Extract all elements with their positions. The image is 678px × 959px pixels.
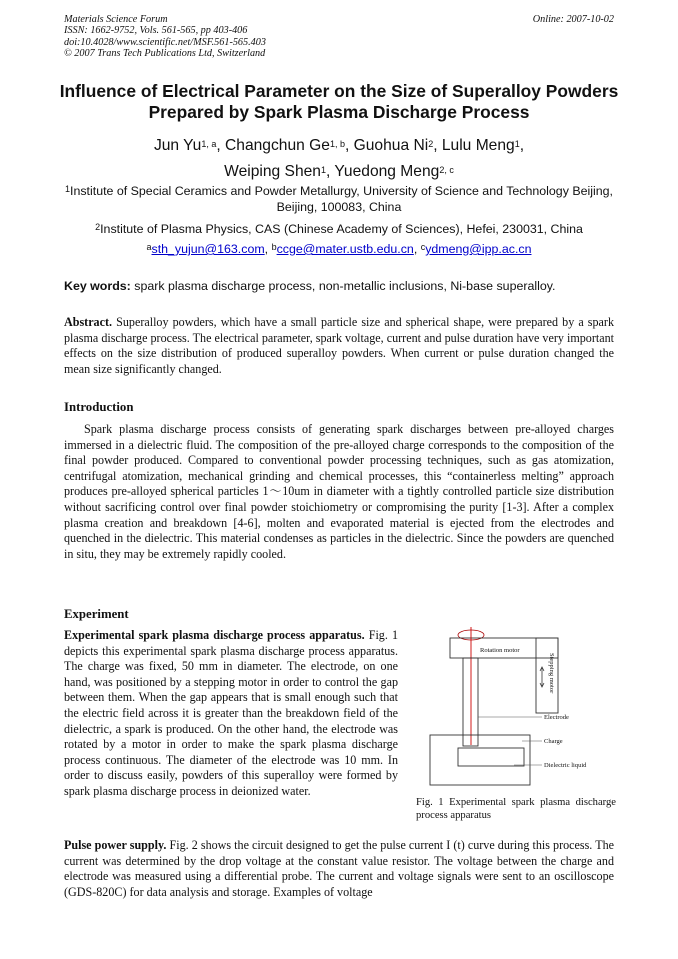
charge-block (458, 748, 524, 766)
affiliation-1 (60, 183, 618, 215)
affiliation-text: Institute of Plasma Physics, CAS (Chinese Academy of Sciences), Hefei, 230031, China (100, 222, 583, 236)
figure-1-caption: Fig. 1 Experimental spark plasma discharge process apparatus (416, 797, 616, 821)
issn-line: ISSN: 1662-9752, Vols. 561-565, pp 403-406 (64, 25, 248, 37)
apparatus-paragraph (64, 628, 398, 800)
journal-header (64, 14, 614, 59)
title-line-1: Influence of Electrical Parameter on the Size of Superalloy Powders (59, 81, 619, 101)
abstract-text: Superalloy powders, which have a small particle size and spherical shape, were prepared by a spark plasma discharge process. The electrical parameter, spark voltage, current and pulse duration have very important effects on the size distribution of produced superalloy powders. When current or pulse duration changed the mean size significantly changed. (64, 315, 614, 376)
electrode-rod (463, 658, 478, 746)
label-charge: Charge (544, 738, 563, 745)
author-sup: 2 (428, 138, 434, 149)
abstract (64, 315, 614, 377)
author-sup: 1, a (201, 138, 217, 149)
dielectric-container (430, 735, 530, 785)
doi-line: doi:10.4028/www.scientific.net/MSF.561-565.403 (64, 36, 266, 48)
author-sup: 1 (514, 138, 520, 149)
author-sup: 2, c (439, 164, 454, 175)
author-name: Weiping Shen (224, 163, 321, 180)
label-stepping-motor: Stepping motor (548, 653, 555, 694)
figure-1-apparatus-diagram (414, 625, 618, 825)
online-date: Online: 2007-10-02 (532, 14, 614, 25)
experiment-heading: Experiment (64, 607, 129, 621)
label-rotation-motor: Rotation motor (480, 647, 520, 654)
author-name: Lulu Meng (441, 137, 515, 154)
pulse-power-text: Fig. 2 shows the circuit designed to get the pulse current I (t) curve during this process. The current was determined by the drop voltage at the constant value resistor. The voltage between the charge and electrode was measured using a differential probe. The current and voltage signals were sent to an oscilloscope (GDS-820C) for data analysis and storage. Examples of voltage (64, 838, 614, 899)
affiliation-sup: 2 (95, 221, 101, 232)
title-line-2: Prepared by Spark Plasma Discharge Process (148, 101, 530, 122)
author-sup: 1 (320, 164, 326, 175)
email-sup: b (271, 241, 277, 252)
email-sup: c (420, 241, 426, 252)
introduction-text: Spark plasma discharge process consists of generating spark discharges between pre-alloyed charges immersed in a dielectric fluid. The composition of the pre-alloyed charge corresponds to the composition of the final powder produced. Compared to conventional powder processing techniques, such as gas atomization, centrifugal atomization, mechanical grinding and chemical processes, this “containerless melting” approach produces pre-alloyed spherical particles 1～10um in diameter with a tightly controlled particle size distribution without sacrificing control over final powder stoichiometry or compromising the purity [1-3]. After a complex plasma creation and breakdown [4-6], molten and evaporated material is ejected from the electrodes and quenched in the dielectric. This material condenses as particles in the dielectric. Since the powders are quenched in situ, they may be extremely rapidly cooled. (64, 422, 614, 561)
label-dielectric-liquid: Dielectric liquid (544, 762, 587, 769)
affiliation-sup: 1 (65, 183, 71, 194)
email-link[interactable]: ydmeng@ipp.ac.cn (425, 242, 532, 256)
apparatus-subheading: Experimental spark plasma discharge process apparatus. (64, 628, 365, 642)
keywords (64, 278, 614, 294)
label-electrode: Electrode (544, 714, 569, 721)
email-line: $^a$sth_yujun@163.com, $^b$ccge@mater.ustb.edu.cn, $^c$ydmeng@ipp.ac.cn (146, 241, 532, 256)
author-name: Changchun Ge (225, 137, 330, 154)
email-sup: a (146, 241, 152, 252)
author-line-1: Jun Yu$^{1, a}$, Changchun Ge$^{1, b}$, Guohua Ni$^2$, Lulu Meng$^1$, (153, 137, 525, 154)
pulse-power-paragraph (64, 838, 614, 900)
introduction-heading: Introduction (64, 400, 134, 414)
email-link[interactable]: sth_yujun@163.com (151, 242, 265, 256)
copyright-line: © 2007 Trans Tech Publications Ltd, Switzerland (64, 47, 266, 59)
keywords-text: spark plasma discharge process, non-metallic inclusions, Ni-base superalloy. (134, 279, 556, 293)
author-name: Yuedong Meng (334, 163, 440, 180)
affiliation-text: Institute of Special Ceramics and Powder Metallurgy, University of Science and Technology Beijing, Beijing, 100083, China (70, 184, 613, 214)
journal-name: Materials Science Forum (64, 14, 168, 25)
email-link[interactable]: ccge@mater.ustb.edu.cn (276, 242, 414, 256)
author-name: Guohua Ni (353, 137, 429, 154)
pulse-power-subheading: Pulse power supply. (64, 838, 167, 852)
author-sup: 1, b (329, 138, 345, 149)
keywords-label: Key words: (64, 279, 131, 293)
abstract-label: Abstract. (64, 315, 113, 329)
affiliation-2 (60, 221, 618, 237)
author-list (40, 133, 638, 185)
paper-title (40, 81, 638, 122)
author-line-2: Weiping Shen$^1$, Yuedong Meng$^{2, c}$ (224, 163, 454, 180)
apparatus-text: Fig. 1 depicts this experimental spark plasma discharge process apparatus. The charge was fixed, 50 mm in diameter. The electrode, on one hand, was positioned by a stepping motor in order to control the gap between them. When the gap appears that is small enough such that the electric field across it is greater than the breakdown field of the dielectric, a spark is produced. On the other hand, the electrode was rotated by a motor in order to make the spark plasma discharge process continuous. The diameter of the electrode was 10 mm. In order to discuss easily, powders of this superalloy were formed by spark plasma discharge process in deionized water. (64, 628, 398, 798)
author-name: Jun Yu (153, 137, 202, 154)
